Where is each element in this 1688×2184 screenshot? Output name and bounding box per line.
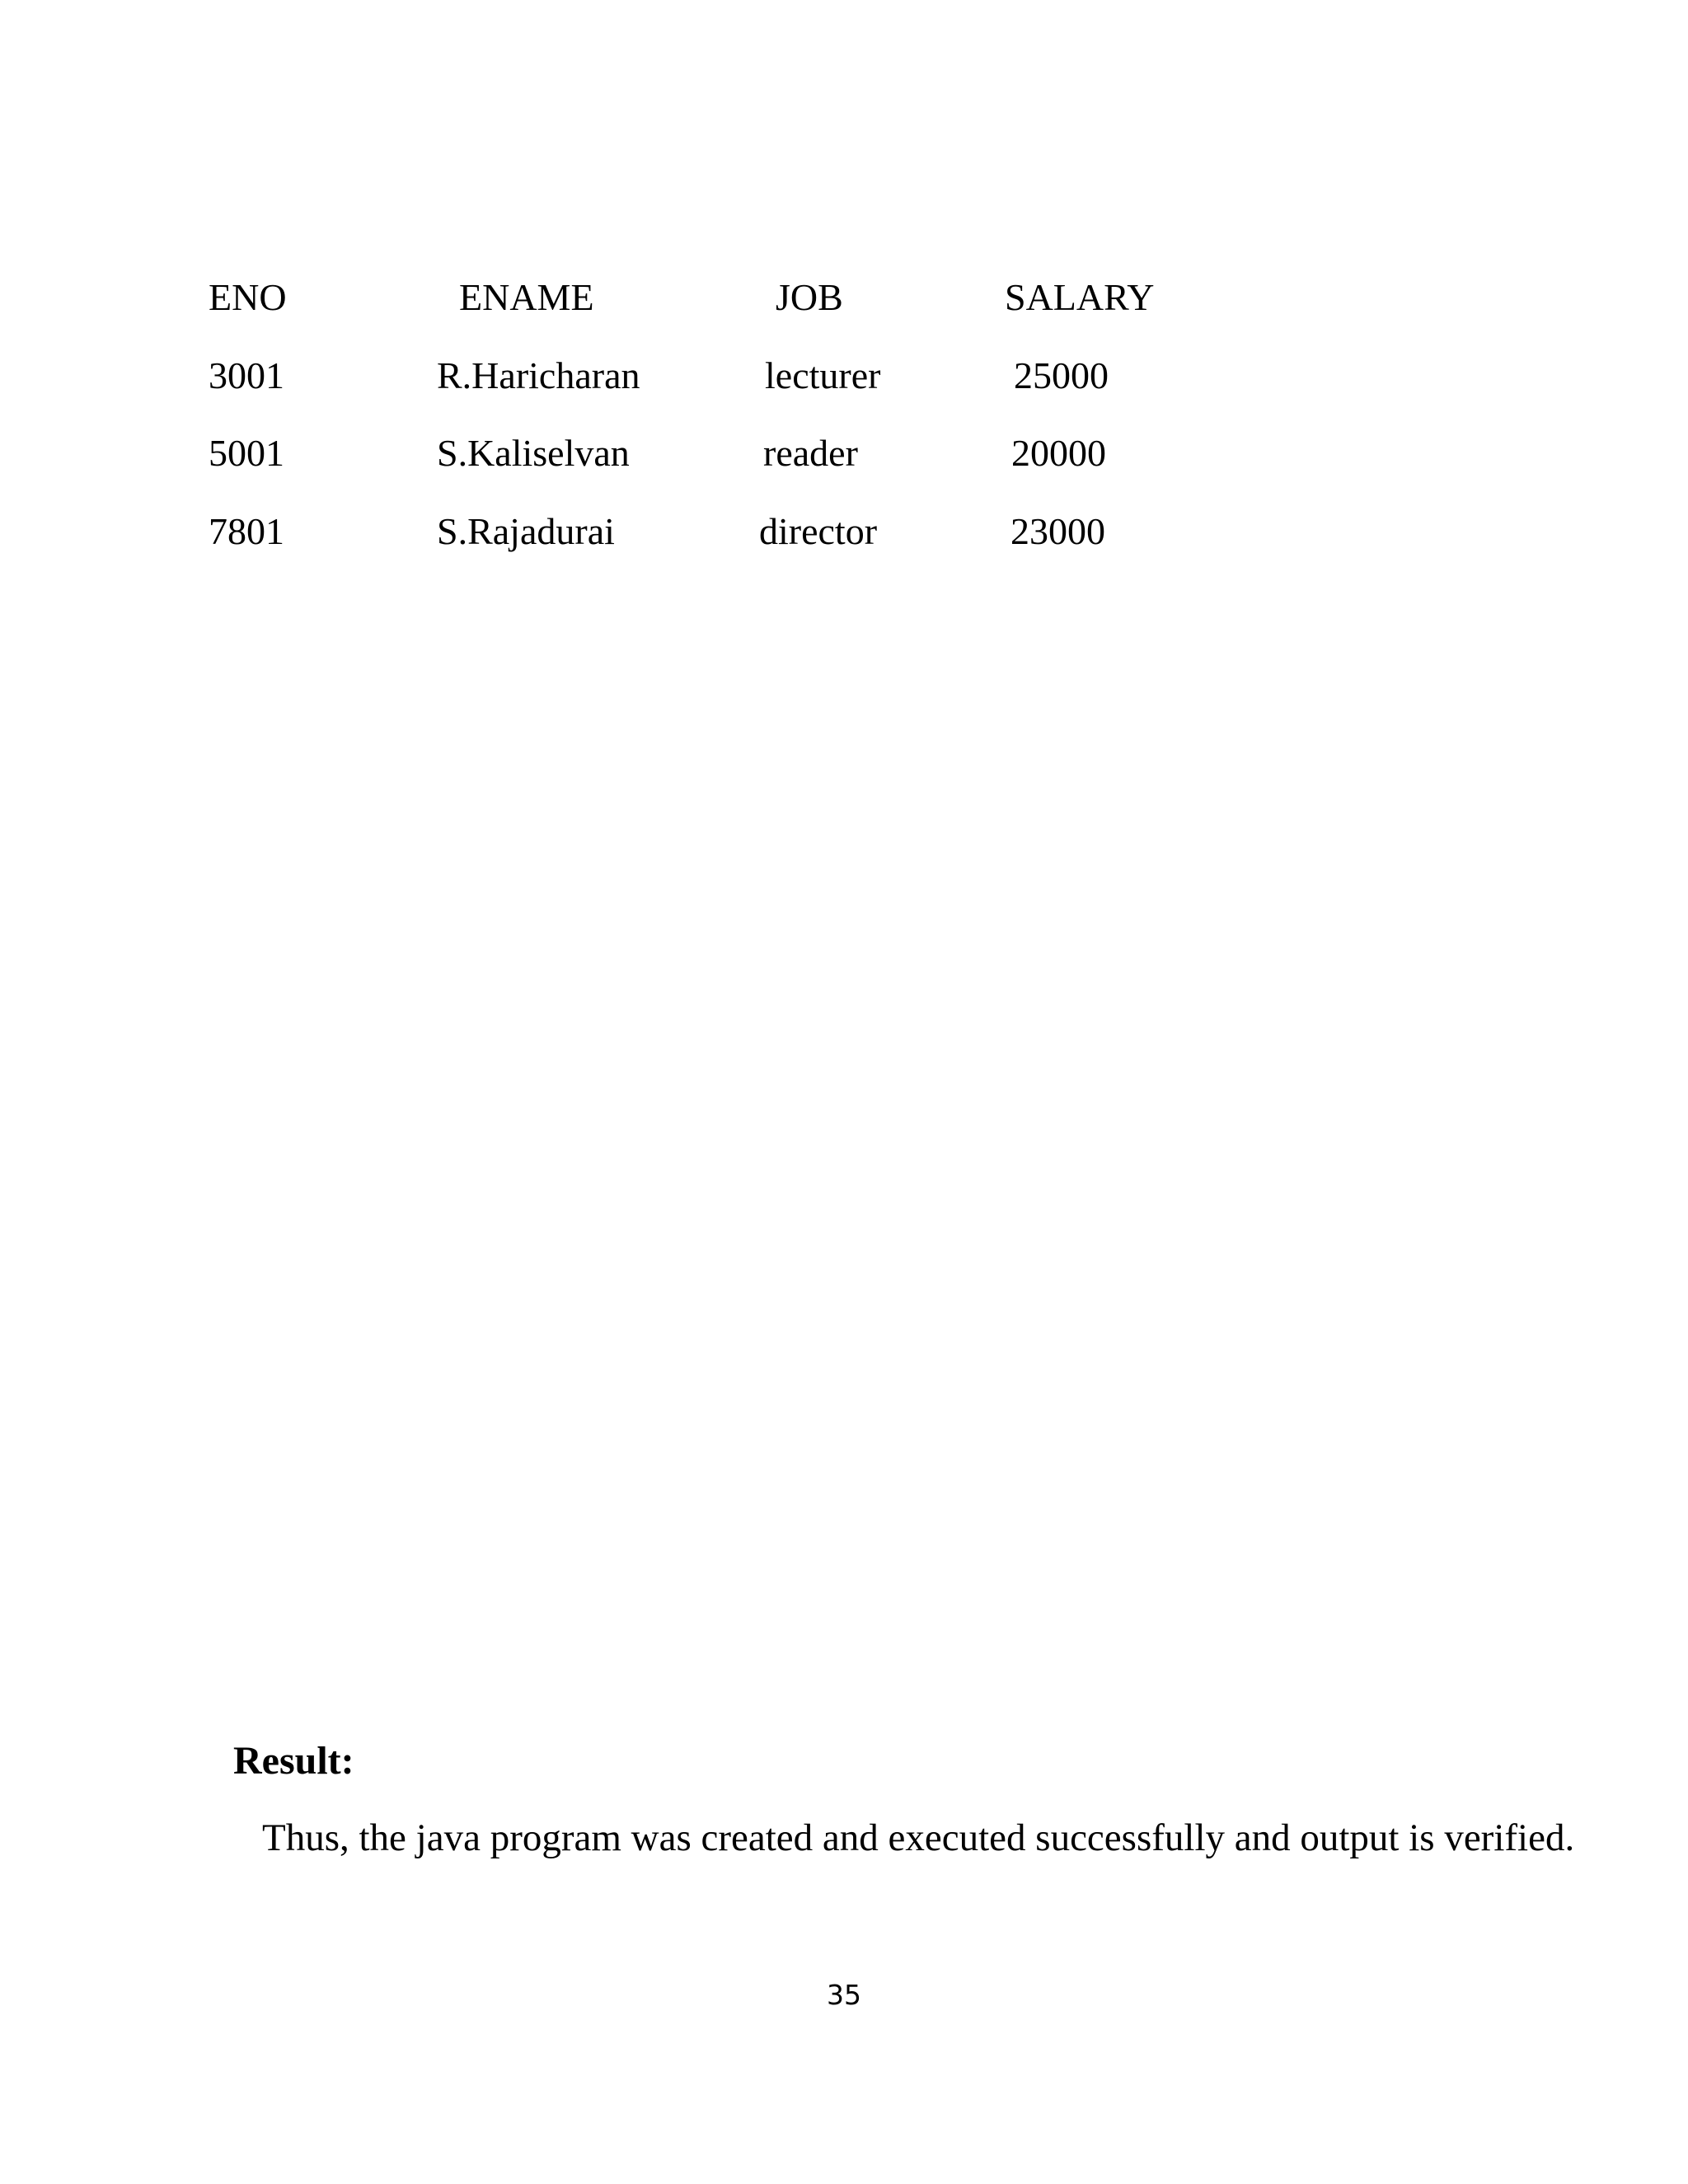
header-salary: SALARY xyxy=(1005,276,1155,318)
result-text: Thus, the java program was created and executed successfully and output is verified. xyxy=(262,1816,1575,1859)
page-number: 35 xyxy=(827,1979,861,2011)
cell-salary: 25000 xyxy=(1014,354,1109,396)
cell-eno: 3001 xyxy=(209,354,284,396)
cell-job: director xyxy=(759,510,878,552)
header-job: JOB xyxy=(776,276,843,318)
cell-salary: 23000 xyxy=(1010,510,1105,552)
cell-ename: S.Rajadurai xyxy=(437,510,615,552)
result-heading: Result: xyxy=(233,1739,354,1783)
cell-job: lecturer xyxy=(765,354,881,396)
header-ename: ENAME xyxy=(459,276,594,318)
cell-ename: S.Kaliselvan xyxy=(437,432,630,474)
cell-eno: 5001 xyxy=(209,432,284,474)
header-eno: ENO xyxy=(209,276,287,318)
cell-eno: 7801 xyxy=(209,510,284,552)
cell-job: reader xyxy=(763,432,858,474)
cell-ename: R.Haricharan xyxy=(437,354,640,396)
cell-salary: 20000 xyxy=(1011,432,1106,474)
